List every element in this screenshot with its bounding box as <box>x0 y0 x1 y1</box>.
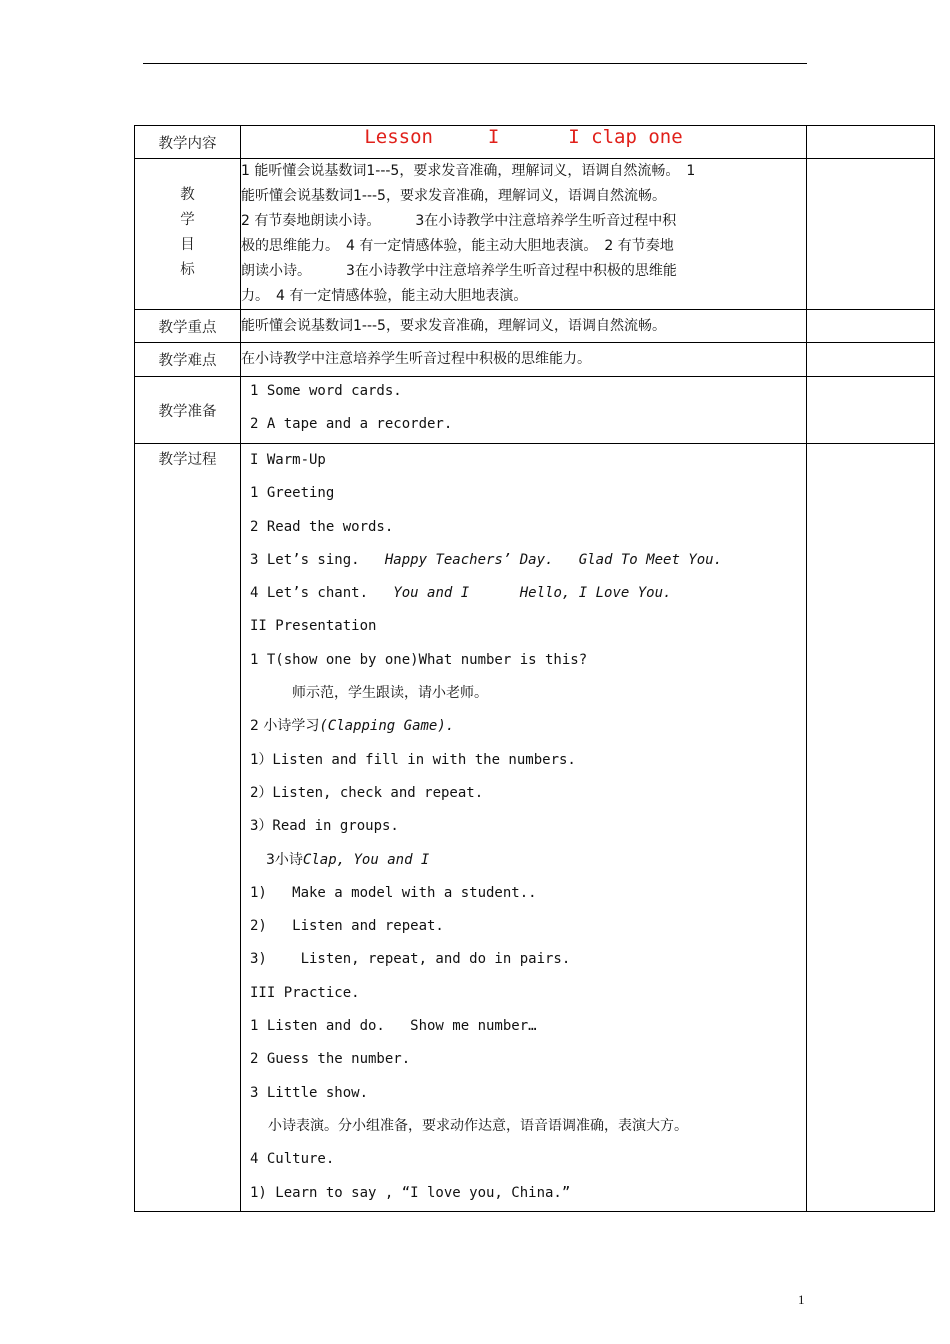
row-process <box>135 444 935 1212</box>
label-preparation: 教学准备 <box>135 377 241 444</box>
process-line <box>250 844 806 877</box>
objective-line: 极的思维能力。 4 有一定情感体验，能主动大胆地表演。 2 有节奏地 <box>241 238 674 254</box>
title-lesson: Lesson <box>364 126 433 148</box>
process-line: 师示范，学生跟读，请小老师。 <box>292 685 488 702</box>
process-line: 1 Listen and do. Show me number… <box>250 1018 537 1035</box>
poem3-prefix: 3小诗 <box>266 851 303 868</box>
lesson-title <box>241 126 807 159</box>
preparation-item: 2 A tape and a recorder. <box>250 416 453 432</box>
song-title: Happy Teachers’ Day. <box>384 551 554 568</box>
process-line: I Warm-Up <box>250 452 326 468</box>
header-rule <box>143 63 807 64</box>
process-line: 2）Listen, check and repeat. <box>250 784 484 801</box>
process-line: 4 Culture. <box>250 1151 335 1168</box>
objective-line: 能听懂会说基数词1---5，要求发音准确，理解词义，语调自然流畅。 <box>241 188 666 204</box>
label-key-points: 教学重点 <box>135 310 241 343</box>
process-line: 1）Listen and fill in with the numbers. <box>250 751 576 768</box>
title-unit: I <box>487 126 500 148</box>
label-objectives-char: 标 <box>180 262 195 278</box>
process-line: 2 Guess the number. <box>250 1051 411 1068</box>
process-line: 1 T(show one by one)What number is this? <box>250 651 588 668</box>
poem-title: (Clapping Game). <box>319 718 455 735</box>
song-title: Glad To Meet You. <box>578 551 723 568</box>
process-line <box>250 577 806 610</box>
process-steps <box>241 444 807 1212</box>
process-line <box>250 544 806 577</box>
process-line: 1 Greeting <box>250 485 335 502</box>
process-line: III Practice. <box>250 984 360 1001</box>
process-line <box>250 710 806 743</box>
objective-line: 1 能听懂会说基数词1---5，要求发音准确，理解词义，语调自然流畅。 1 <box>241 163 696 179</box>
notes-cell <box>807 159 935 310</box>
objective-line: 朗读小诗。 3在小诗教学中注意培养学生听音过程中积极的思维能 <box>241 263 677 279</box>
chant-title: You and I <box>393 585 470 602</box>
objective-line: 力。 4 有一定情感体验，能主动大胆地表演。 <box>241 288 528 304</box>
notes-cell <box>807 444 935 1212</box>
row-preparation <box>135 377 935 444</box>
page-number: 1 <box>798 1292 805 1307</box>
objectives-text <box>241 159 807 310</box>
notes-cell <box>807 310 935 343</box>
notes-cell <box>807 377 935 444</box>
label-objectives-char: 学 <box>180 212 195 228</box>
row-objectives <box>135 159 935 310</box>
label-process: 教学过程 <box>135 444 241 1212</box>
label-difficulties: 教学难点 <box>135 343 241 377</box>
row-key-points <box>135 310 935 343</box>
preparation-list <box>241 377 807 444</box>
sing-prefix: 3 Let’s sing. <box>250 551 385 568</box>
key-points-text: 能听懂会说基数词1---5，要求发音准确，理解词义，语调自然流畅。 <box>241 310 807 343</box>
poem-title: Clap, You and I <box>302 851 430 868</box>
process-line: 2) Listen and repeat. <box>250 918 444 935</box>
label-content: 教学内容 <box>135 126 241 159</box>
label-objectives <box>135 159 241 310</box>
objective-line: 2 有节奏地朗读小诗。 3在小诗教学中注意培养学生听音过程中积 <box>241 213 677 229</box>
process-line: 3）Read in groups. <box>250 818 399 835</box>
process-line: II Presentation <box>250 618 377 635</box>
process-line: 小诗表演。分小组准备，要求动作达意，语音语调准确，表演大方。 <box>268 1117 688 1134</box>
title-name: I clap one <box>568 126 683 148</box>
label-objectives-char: 目 <box>180 237 195 253</box>
label-objectives-char: 教 <box>180 187 195 203</box>
process-line: 3) Listen, repeat, and do in pairs. <box>250 951 571 968</box>
chant-prefix: 4 Let’s chant. <box>250 585 394 602</box>
poem-prefix: 2 小诗学习 <box>250 718 320 735</box>
process-line: 3 Little show. <box>250 1084 369 1101</box>
chant-title: Hello, I Love You. <box>519 585 672 602</box>
process-line: 1) Learn to say , “I love you, China.” <box>250 1184 571 1201</box>
preparation-item: 1 Some word cards. <box>250 383 402 399</box>
process-line: 2 Read the words. <box>250 518 394 535</box>
notes-cell <box>807 126 935 159</box>
row-content <box>135 126 935 159</box>
process-line: 1) Make a model with a student.. <box>250 884 537 901</box>
notes-cell <box>807 343 935 377</box>
difficulties-text: 在小诗教学中注意培养学生听音过程中积极的思维能力。 <box>241 343 807 377</box>
lesson-plan-table <box>134 125 935 1212</box>
row-difficulties <box>135 343 935 377</box>
